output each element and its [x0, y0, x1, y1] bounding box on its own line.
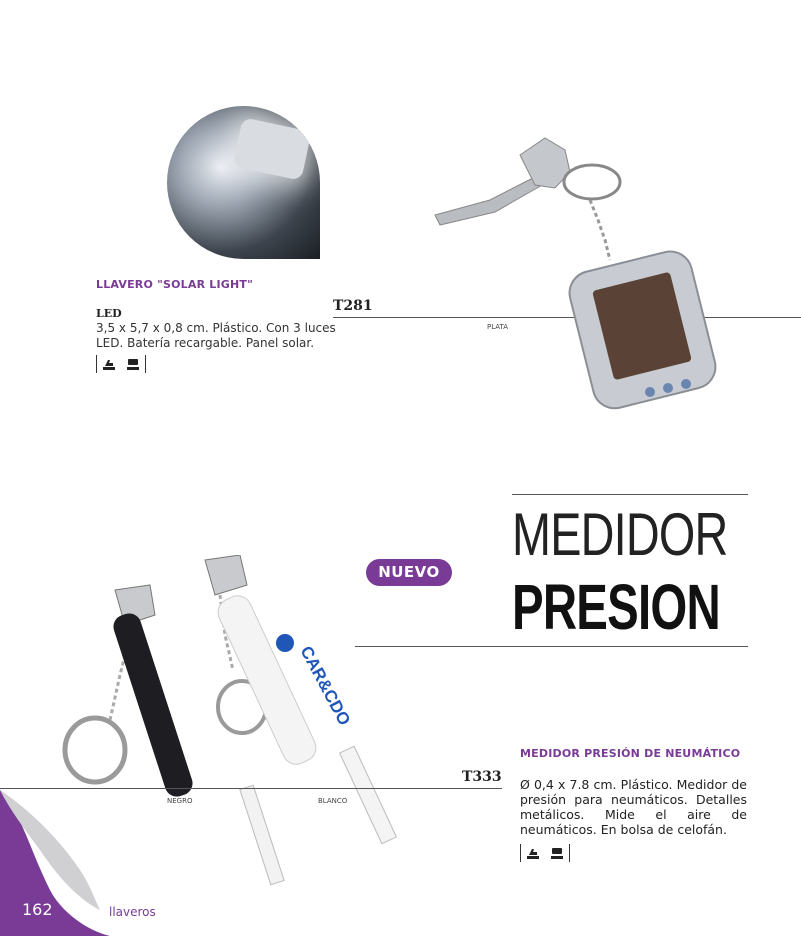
engraving-method-icon [126, 357, 140, 371]
product-title-gauge: MEDIDOR PRESIÓN DE NEUMÁTICO [520, 747, 741, 760]
color-label-plata: PLATA [487, 323, 509, 331]
section-name: llaveros [109, 905, 156, 919]
divider-bottom [0, 788, 502, 789]
product-subtitle-led: LED [96, 307, 122, 320]
product-description-line2: LED. Batería recargable. Panel solar. [96, 336, 315, 350]
product-code-bottom: T333 [462, 769, 502, 785]
solar-keychain-photo [430, 130, 720, 410]
product-description-gauge: Ø 0,4 x 7.8 cm. Plástico. Medidor de presión para neumáticos. Detalles metálicos. Mide el aire de neumáticos. En bolsa de celofán. [520, 777, 747, 837]
print-method-icon [102, 357, 116, 371]
product-code-top: T281 [333, 298, 373, 314]
color-label-blanco: BLANCO [318, 797, 348, 805]
heading-line2: PRESION [512, 571, 720, 643]
print-method-icon [526, 846, 540, 860]
page-number: 162 [22, 900, 53, 919]
page-corner-tab [0, 790, 120, 936]
print-logo-text: CAR&CDO [296, 642, 355, 729]
method-icons-top [96, 354, 146, 374]
color-label-negro: NEGRO [167, 797, 193, 805]
heading-line1: MEDIDOR [512, 501, 728, 568]
product-title-solar-light: LLAVERO "SOLAR LIGHT" [96, 278, 254, 291]
product-description-line1: 3,5 x 5,7 x 0,8 cm. Plástico. Con 3 luces [96, 321, 336, 335]
method-icons-bottom [520, 843, 570, 863]
led-light-photo [167, 106, 320, 259]
heading-top-rule [512, 494, 748, 495]
new-badge: NUEVO [366, 559, 452, 586]
engraving-method-icon [550, 846, 564, 860]
